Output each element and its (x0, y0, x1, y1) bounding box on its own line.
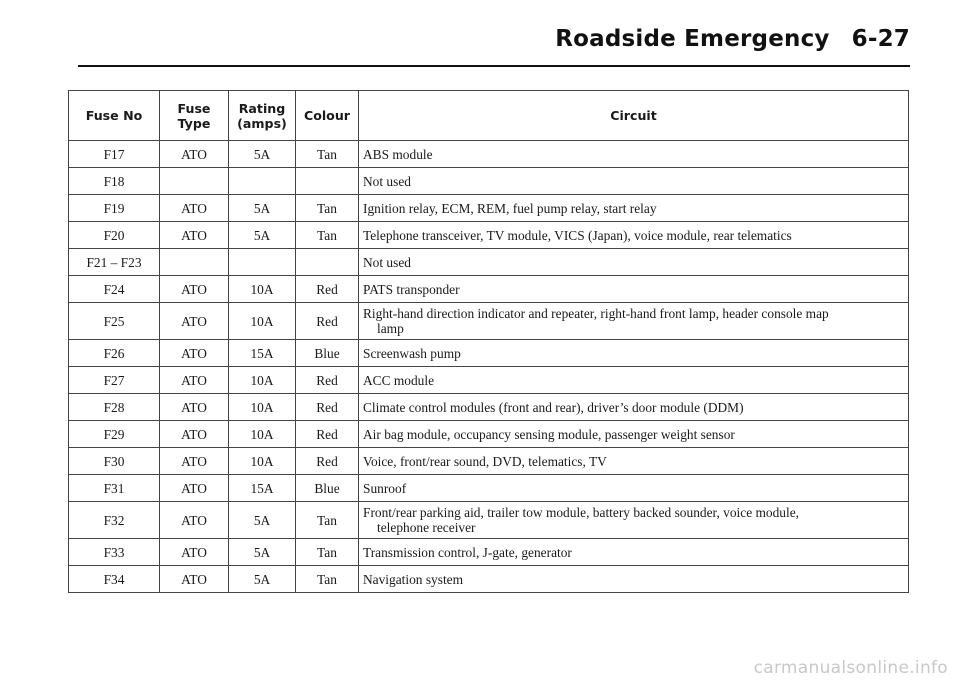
circuit-line: Ignition relay, ECM, REM, fuel pump relay, start relay (363, 200, 657, 216)
cell-colour: Tan (296, 502, 359, 539)
table-header-row (69, 91, 909, 141)
cell-colour: Blue (296, 340, 359, 367)
table-row (69, 249, 909, 276)
cell-colour (296, 249, 359, 276)
cell-colour: Red (296, 421, 359, 448)
table-row (69, 394, 909, 421)
circuit-line: Telephone transceiver, TV module, VICS (Japan), voice module, rear telematics (363, 227, 792, 243)
cell-colour: Red (296, 394, 359, 421)
cell-circuit (359, 394, 909, 421)
cell-circuit (359, 421, 909, 448)
cell-colour: Blue (296, 475, 359, 502)
cell-fuse-no: F19 (69, 195, 160, 222)
circuit-line-continued: telephone receiver (377, 520, 476, 535)
cell-rating: 10A (229, 394, 296, 421)
table-row (69, 367, 909, 394)
circuit-line-continued: lamp (377, 321, 404, 336)
cell-fuse-type: ATO (160, 340, 229, 367)
cell-rating: 5A (229, 502, 296, 539)
cell-circuit (359, 367, 909, 394)
col-header-fuse-type (160, 91, 229, 141)
cell-circuit (359, 141, 909, 168)
cell-circuit (359, 303, 909, 340)
section-title: Roadside Emergency (555, 26, 830, 52)
circuit-line: ABS module (363, 146, 433, 162)
table-row (69, 421, 909, 448)
watermark-text: carmanualsonline.info (753, 658, 948, 678)
cell-rating: 10A (229, 421, 296, 448)
table-row (69, 566, 909, 593)
cell-circuit (359, 566, 909, 593)
table-row (69, 340, 909, 367)
cell-colour: Tan (296, 222, 359, 249)
col-header-circuit: Circuit (359, 91, 909, 141)
cell-colour: Red (296, 303, 359, 340)
circuit-line: Transmission control, J-gate, generator (363, 544, 572, 560)
cell-circuit (359, 340, 909, 367)
cell-rating: 15A (229, 475, 296, 502)
table-row (69, 222, 909, 249)
cell-fuse-type (160, 168, 229, 195)
page-header (78, 26, 910, 52)
cell-rating: 10A (229, 448, 296, 475)
cell-colour: Red (296, 276, 359, 303)
cell-rating: 5A (229, 141, 296, 168)
cell-rating: 5A (229, 195, 296, 222)
fuse-table (68, 90, 909, 593)
circuit-line: Navigation system (363, 571, 464, 587)
cell-fuse-type: ATO (160, 421, 229, 448)
cell-rating: 10A (229, 276, 296, 303)
cell-fuse-type: ATO (160, 502, 229, 539)
circuit-line: Climate control modules (front and rear), driver’s door module (DDM) (363, 399, 744, 415)
cell-fuse-no: F30 (69, 448, 160, 475)
cell-fuse-no: F32 (69, 502, 160, 539)
cell-fuse-no: F31 (69, 475, 160, 502)
cell-fuse-type: ATO (160, 566, 229, 593)
cell-fuse-no: F33 (69, 539, 160, 566)
circuit-line: Front/rear parking aid, trailer tow module, battery backed sounder, voice module, (363, 505, 800, 520)
cell-fuse-no: F25 (69, 303, 160, 340)
cell-rating: 5A (229, 539, 296, 566)
circuit-line: Not used (363, 254, 411, 270)
circuit-line: ACC module (363, 372, 435, 388)
col-header-rating (229, 91, 296, 141)
cell-fuse-no: F34 (69, 566, 160, 593)
cell-fuse-type (160, 249, 229, 276)
col-header-rating-line2: (amps) (237, 115, 287, 131)
col-header-fuse-no: Fuse No (69, 91, 160, 141)
cell-fuse-type: ATO (160, 303, 229, 340)
cell-fuse-no: F27 (69, 367, 160, 394)
table-row (69, 539, 909, 566)
cell-rating (229, 249, 296, 276)
table-row (69, 303, 909, 340)
table-row (69, 475, 909, 502)
cell-colour: Tan (296, 141, 359, 168)
cell-fuse-type: ATO (160, 539, 229, 566)
cell-circuit (359, 539, 909, 566)
cell-fuse-type: ATO (160, 367, 229, 394)
cell-circuit (359, 475, 909, 502)
cell-colour: Red (296, 367, 359, 394)
cell-rating: 15A (229, 340, 296, 367)
cell-fuse-no: F24 (69, 276, 160, 303)
cell-rating: 10A (229, 303, 296, 340)
cell-circuit (359, 448, 909, 475)
col-header-fuse-type-line2: Type (177, 115, 211, 131)
cell-fuse-type: ATO (160, 475, 229, 502)
cell-fuse-no: F18 (69, 168, 160, 195)
col-header-fuse-type-line1: Fuse (177, 100, 211, 116)
cell-circuit (359, 249, 909, 276)
cell-circuit (359, 276, 909, 303)
circuit-line: Voice, front/rear sound, DVD, telematics, TV (363, 453, 607, 469)
cell-fuse-no: F20 (69, 222, 160, 249)
cell-circuit (359, 195, 909, 222)
cell-colour: Tan (296, 566, 359, 593)
circuit-line: Sunroof (363, 480, 407, 496)
cell-circuit (359, 502, 909, 539)
cell-circuit (359, 168, 909, 195)
table-row (69, 141, 909, 168)
cell-rating: 10A (229, 367, 296, 394)
cell-colour: Tan (296, 539, 359, 566)
cell-circuit (359, 222, 909, 249)
cell-fuse-type: ATO (160, 448, 229, 475)
header-rule (78, 65, 910, 67)
page-number: 6-27 (851, 26, 910, 52)
cell-fuse-type: ATO (160, 276, 229, 303)
table-row (69, 448, 909, 475)
table-row (69, 168, 909, 195)
fuse-table-body (69, 141, 909, 593)
cell-rating (229, 168, 296, 195)
cell-fuse-no: F28 (69, 394, 160, 421)
circuit-line: Not used (363, 173, 411, 189)
table-row (69, 502, 909, 539)
cell-colour: Tan (296, 195, 359, 222)
cell-fuse-no: F29 (69, 421, 160, 448)
cell-rating: 5A (229, 566, 296, 593)
cell-rating: 5A (229, 222, 296, 249)
cell-fuse-no: F17 (69, 141, 160, 168)
col-header-colour: Colour (296, 91, 359, 141)
col-header-rating-line1: Rating (238, 100, 286, 116)
cell-fuse-type: ATO (160, 394, 229, 421)
cell-fuse-type: ATO (160, 195, 229, 222)
circuit-line: Screenwash pump (363, 345, 461, 361)
cell-fuse-no: F21 – F23 (69, 249, 160, 276)
table-row (69, 276, 909, 303)
table-row (69, 195, 909, 222)
circuit-line: Air bag module, occupancy sensing module, passenger weight sensor (363, 426, 735, 442)
circuit-line: Right-hand direction indicator and repeater, right-hand front lamp, header console map (363, 306, 829, 321)
cell-fuse-type: ATO (160, 141, 229, 168)
cell-fuse-no: F26 (69, 340, 160, 367)
cell-colour (296, 168, 359, 195)
cell-fuse-type: ATO (160, 222, 229, 249)
cell-colour: Red (296, 448, 359, 475)
circuit-line: PATS transponder (363, 281, 460, 297)
